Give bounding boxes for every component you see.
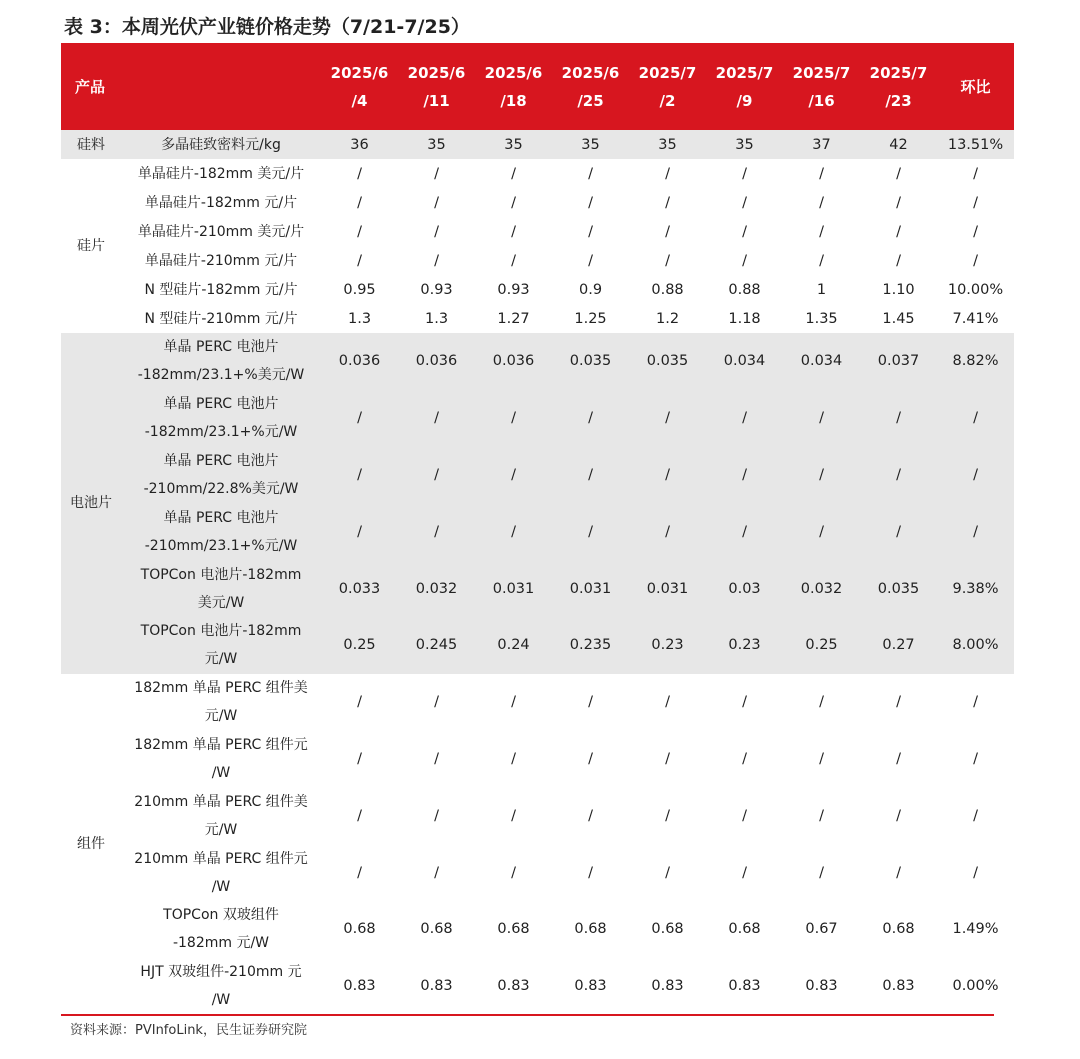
price-cell: / xyxy=(357,694,362,711)
table-row xyxy=(61,958,1014,1015)
price-cell: 0.68 xyxy=(651,921,684,938)
product-name-line: /W xyxy=(211,878,231,895)
price-cell: 1 xyxy=(816,281,827,298)
change-cell: 13.51% xyxy=(937,130,1014,159)
price-cell: 1.2 xyxy=(655,310,680,327)
table-row xyxy=(61,188,1014,217)
table-row xyxy=(61,901,1014,958)
price-cell: / xyxy=(357,252,362,269)
price-cell: / xyxy=(552,390,629,447)
table-row xyxy=(61,447,1014,504)
price-cell: / xyxy=(475,503,552,560)
price-cell: / xyxy=(896,165,901,182)
price-cell: 0.83 xyxy=(420,978,453,995)
price-cell: / xyxy=(434,223,439,240)
header-date-part: /18 xyxy=(500,91,527,110)
product-name-line: N 型硅片-210mm 元/片 xyxy=(144,310,298,327)
product-name-cell xyxy=(121,674,321,731)
product-name-cell xyxy=(121,844,321,901)
product-name-cell xyxy=(121,275,321,304)
price-cell: / xyxy=(434,807,439,824)
product-name-cell xyxy=(121,188,321,217)
price-cell: 0.88 xyxy=(728,281,761,298)
price-cell: 37 xyxy=(783,130,860,159)
price-cell: 0.031 xyxy=(629,560,706,617)
change-cell: / xyxy=(973,694,978,711)
price-cell: / xyxy=(665,864,670,881)
header-date xyxy=(629,43,706,130)
price-cell: 1.18 xyxy=(728,310,761,327)
header-date xyxy=(321,43,398,130)
price-cell: 35 xyxy=(475,130,552,159)
price-cell: 0.9 xyxy=(578,281,603,298)
price-cell: / xyxy=(742,864,747,881)
price-cell: / xyxy=(588,807,593,824)
price-cell: / xyxy=(475,390,552,447)
change-cell: 8.82% xyxy=(937,333,1014,390)
price-cell: 0.27 xyxy=(860,617,937,674)
price-cell: 1.10 xyxy=(882,281,915,298)
price-cell: / xyxy=(398,447,475,504)
price-cell: 1.25 xyxy=(574,310,607,327)
price-cell: / xyxy=(434,165,439,182)
product-name-line: 182mm 单晶 PERC 组件元 xyxy=(134,736,308,753)
price-cell: / xyxy=(321,447,398,504)
product-name-line: 182mm 单晶 PERC 组件美 xyxy=(134,680,308,697)
price-cell: 0.031 xyxy=(552,560,629,617)
price-cell: / xyxy=(511,194,516,211)
header-date-part: 2025/7 xyxy=(869,63,928,82)
price-cell: 1.3 xyxy=(347,310,372,327)
price-cell: / xyxy=(742,750,747,767)
table-title: 表 3：本周光伏产业链价格走势（7/21-7/25） xyxy=(64,16,470,38)
price-cell: / xyxy=(588,694,593,711)
price-cell: 0.83 xyxy=(728,978,761,995)
price-cell: / xyxy=(896,864,901,881)
price-cell: / xyxy=(896,223,901,240)
product-name-line: -182mm 元/W xyxy=(172,935,270,952)
price-cell: 1.27 xyxy=(497,310,530,327)
price-cell: 0.036 xyxy=(398,333,475,390)
change-cell: / xyxy=(973,864,978,881)
price-cell: 0.03 xyxy=(706,560,783,617)
header-date xyxy=(398,43,475,130)
group-1 xyxy=(61,159,1014,333)
product-name-cell xyxy=(121,787,321,844)
header-date-part: /23 xyxy=(885,91,912,110)
price-cell: / xyxy=(819,750,824,767)
product-name-line: 美元/W xyxy=(197,594,245,611)
price-cell: / xyxy=(434,864,439,881)
price-cell: 0.035 xyxy=(552,333,629,390)
price-cell: / xyxy=(783,503,860,560)
price-cell: / xyxy=(434,194,439,211)
change-cell: / xyxy=(973,165,978,182)
product-name-line: 单晶硅片-210mm 元/片 xyxy=(144,252,298,269)
price-cell: 0.033 xyxy=(321,560,398,617)
price-cell: / xyxy=(783,447,860,504)
price-cell: / xyxy=(434,750,439,767)
header-date-part: /4 xyxy=(351,91,368,110)
price-cell: 0.032 xyxy=(783,560,860,617)
price-cell: 0.93 xyxy=(420,281,453,298)
price-cell: / xyxy=(588,750,593,767)
change-cell: 8.00% xyxy=(937,617,1014,674)
price-cell: 1.3 xyxy=(424,310,449,327)
price-cell: 0.68 xyxy=(497,921,530,938)
price-cell: 0.036 xyxy=(321,333,398,390)
source-note: 资料来源：PVInfoLink，民生证券研究院 xyxy=(70,1023,307,1038)
table-row xyxy=(61,159,1014,188)
price-cell: 0.035 xyxy=(860,560,937,617)
table-header xyxy=(61,43,1014,130)
table-row xyxy=(61,217,1014,246)
price-cell: 0.83 xyxy=(651,978,684,995)
product-name-line: 单晶 PERC 电池片 xyxy=(163,509,279,526)
change-cell: / xyxy=(973,194,978,211)
table-row xyxy=(61,390,1014,447)
category-cell: 组件 xyxy=(77,836,105,853)
price-cell: / xyxy=(665,807,670,824)
price-cell: 0.23 xyxy=(629,617,706,674)
header-date-part: /2 xyxy=(659,91,676,110)
price-cell: / xyxy=(629,390,706,447)
category-cell: 硅片 xyxy=(77,238,105,254)
price-cell: / xyxy=(357,223,362,240)
price-cell: / xyxy=(321,503,398,560)
price-cell: / xyxy=(742,165,747,182)
change-cell: / xyxy=(973,750,978,767)
product-name-cell xyxy=(121,560,321,617)
price-cell: / xyxy=(552,447,629,504)
price-cell: / xyxy=(629,447,706,504)
price-cell: / xyxy=(860,503,937,560)
price-cell: 0.68 xyxy=(574,921,607,938)
price-cell: 0.68 xyxy=(728,921,761,938)
product-name-line: 元/W xyxy=(204,708,238,725)
price-cell: 0.83 xyxy=(343,978,376,995)
header-date xyxy=(706,43,783,130)
product-name-line: TOPCon 双玻组件 xyxy=(163,907,279,924)
price-cell: / xyxy=(819,223,824,240)
price-cell: / xyxy=(434,252,439,269)
product-name-line: -182mm/23.1+%美元/W xyxy=(137,367,305,384)
price-cell: 0.035 xyxy=(629,333,706,390)
price-cell: / xyxy=(357,864,362,881)
price-cell: 0.032 xyxy=(398,560,475,617)
footer-divider xyxy=(61,1014,994,1016)
price-cell: / xyxy=(357,807,362,824)
price-cell: / xyxy=(511,223,516,240)
price-cell: / xyxy=(398,503,475,560)
product-name-line: N 型硅片-182mm 元/片 xyxy=(144,281,298,298)
price-cell: 1.45 xyxy=(882,310,915,327)
price-cell: / xyxy=(511,252,516,269)
price-cell: 0.83 xyxy=(497,978,530,995)
product-name-cell xyxy=(121,159,321,188)
change-cell: / xyxy=(937,447,1014,504)
price-cell: 0.88 xyxy=(651,281,684,298)
change-cell: / xyxy=(937,390,1014,447)
price-cell: / xyxy=(357,750,362,767)
price-cell: 0.23 xyxy=(706,617,783,674)
price-cell: / xyxy=(511,750,516,767)
table-row xyxy=(61,246,1014,275)
group-3 xyxy=(61,674,1014,1015)
change-cell: / xyxy=(973,223,978,240)
price-cell: 35 xyxy=(706,130,783,159)
product-name-line: -210mm/23.1+%元/W xyxy=(144,537,298,554)
price-cell: 0.25 xyxy=(321,617,398,674)
table-row xyxy=(61,674,1014,731)
price-cell: / xyxy=(588,252,593,269)
header-date xyxy=(475,43,552,130)
price-cell: 0.034 xyxy=(706,333,783,390)
product-name-line: 单晶 PERC 电池片 xyxy=(163,396,279,413)
price-cell: / xyxy=(665,252,670,269)
change-cell: / xyxy=(973,807,978,824)
price-cell: / xyxy=(665,194,670,211)
price-cell: / xyxy=(819,807,824,824)
price-cell: 0.83 xyxy=(805,978,838,995)
product-name-line: 210mm 单晶 PERC 组件元 xyxy=(134,850,308,867)
price-cell: 0.67 xyxy=(805,921,838,938)
product-name-cell xyxy=(121,617,321,674)
price-cell: / xyxy=(511,864,516,881)
price-cell: / xyxy=(588,864,593,881)
header-date xyxy=(860,43,937,130)
price-cell: / xyxy=(475,447,552,504)
product-name-line: 元/W xyxy=(204,821,238,838)
table-row xyxy=(61,617,1014,674)
price-cell: / xyxy=(742,194,747,211)
price-cell: / xyxy=(742,252,747,269)
product-name-line: TOPCon 电池片-182mm xyxy=(140,566,302,583)
table-row xyxy=(61,503,1014,560)
price-cell: / xyxy=(819,252,824,269)
price-cell: / xyxy=(552,503,629,560)
table-row xyxy=(61,731,1014,788)
price-cell: 36 xyxy=(321,130,398,159)
product-name-line: TOPCon 电池片-182mm xyxy=(140,623,302,640)
price-cell: / xyxy=(706,390,783,447)
price-cell: / xyxy=(742,807,747,824)
product-name-line: -182mm/23.1+%元/W xyxy=(144,424,298,441)
price-cell: / xyxy=(511,165,516,182)
table-row xyxy=(61,275,1014,304)
product-name-line: 元/W xyxy=(204,651,238,668)
header-date xyxy=(552,43,629,130)
price-cell: 0.68 xyxy=(882,921,915,938)
product-name-cell xyxy=(121,503,321,560)
product-name-cell xyxy=(121,447,321,504)
product-name-cell xyxy=(121,390,321,447)
price-cell: 0.83 xyxy=(574,978,607,995)
header-change: 环比 xyxy=(937,43,1014,130)
change-cell: 7.41% xyxy=(952,310,999,327)
category-cell: 硅料 xyxy=(61,130,121,159)
table-row xyxy=(61,304,1014,333)
product-name-line: -210mm/22.8%美元/W xyxy=(143,480,299,497)
price-cell: / xyxy=(511,694,516,711)
price-cell: 0.95 xyxy=(343,281,376,298)
price-cell: / xyxy=(665,694,670,711)
price-cell: / xyxy=(783,390,860,447)
product-name-line: 单晶硅片-182mm 美元/片 xyxy=(137,165,305,182)
product-name-line: 单晶 PERC 电池片 xyxy=(163,339,279,356)
change-cell: / xyxy=(973,252,978,269)
change-cell: / xyxy=(937,503,1014,560)
price-cell: / xyxy=(819,864,824,881)
header-date-part: 2025/6 xyxy=(330,63,389,82)
price-cell: / xyxy=(896,750,901,767)
price-cell: / xyxy=(357,194,362,211)
price-cell: 0.83 xyxy=(882,978,915,995)
price-cell: / xyxy=(706,447,783,504)
change-cell: 1.49% xyxy=(952,921,999,938)
price-cell: / xyxy=(398,390,475,447)
price-cell: 0.93 xyxy=(497,281,530,298)
price-cell: 0.037 xyxy=(860,333,937,390)
product-name-cell xyxy=(121,958,321,1015)
price-cell: 0.68 xyxy=(343,921,376,938)
product-name-cell xyxy=(121,217,321,246)
price-cell: / xyxy=(665,750,670,767)
group-0 xyxy=(61,130,1014,159)
price-cell: / xyxy=(819,194,824,211)
price-cell: / xyxy=(896,694,901,711)
price-cell: 0.68 xyxy=(420,921,453,938)
price-cell: 35 xyxy=(552,130,629,159)
header-date-part: 2025/7 xyxy=(792,63,851,82)
category-cell: 电池片 xyxy=(61,333,121,674)
price-cell: / xyxy=(588,194,593,211)
product-name-cell xyxy=(121,246,321,275)
price-cell: / xyxy=(742,694,747,711)
header-date-part: /16 xyxy=(808,91,835,110)
price-cell: 0.25 xyxy=(783,617,860,674)
header-date-part: /9 xyxy=(736,91,753,110)
header-date-part: 2025/7 xyxy=(638,63,697,82)
change-cell: 0.00% xyxy=(952,978,999,995)
price-cell: 35 xyxy=(629,130,706,159)
table-row xyxy=(61,787,1014,844)
price-cell: / xyxy=(321,390,398,447)
price-cell: / xyxy=(511,807,516,824)
price-cell: / xyxy=(706,503,783,560)
product-name-line: /W xyxy=(211,992,231,1009)
header-date-part: 2025/6 xyxy=(561,63,620,82)
table-row xyxy=(61,333,1014,390)
product-name-cell xyxy=(121,333,321,390)
product-name-line: 210mm 单晶 PERC 组件美 xyxy=(134,793,308,810)
price-cell: 0.24 xyxy=(475,617,552,674)
price-cell: / xyxy=(896,194,901,211)
product-name-cell xyxy=(121,901,321,958)
price-cell: / xyxy=(434,694,439,711)
change-cell: 10.00% xyxy=(947,281,1004,298)
price-cell: / xyxy=(665,165,670,182)
product-name-line: 多晶硅致密料元/kg xyxy=(161,136,281,153)
group-2 xyxy=(61,333,1014,674)
price-cell: / xyxy=(588,165,593,182)
price-cell: 0.245 xyxy=(398,617,475,674)
price-cell: / xyxy=(629,503,706,560)
price-cell: / xyxy=(896,807,901,824)
price-cell: / xyxy=(742,223,747,240)
table-row xyxy=(61,560,1014,617)
product-name-cell xyxy=(121,304,321,333)
price-table xyxy=(61,43,1014,1015)
price-cell: 1.35 xyxy=(805,310,838,327)
price-cell: 0.235 xyxy=(552,617,629,674)
price-cell: / xyxy=(665,223,670,240)
price-cell: / xyxy=(819,165,824,182)
price-cell: 0.036 xyxy=(475,333,552,390)
product-name-line: /W xyxy=(211,764,231,781)
header-date-part: 2025/6 xyxy=(407,63,466,82)
table-row xyxy=(61,130,1014,159)
price-cell: / xyxy=(896,252,901,269)
header-date xyxy=(783,43,860,130)
header-date-part: 2025/6 xyxy=(484,63,543,82)
price-cell: / xyxy=(860,390,937,447)
product-name-line: 单晶硅片-182mm 元/片 xyxy=(144,194,298,211)
product-name-line: HJT 双玻组件-210mm 元 xyxy=(140,964,302,981)
price-cell: / xyxy=(588,223,593,240)
change-cell: 9.38% xyxy=(937,560,1014,617)
product-name-cell xyxy=(121,130,321,159)
price-cell: 0.034 xyxy=(783,333,860,390)
header-date-part: 2025/7 xyxy=(715,63,774,82)
price-cell: / xyxy=(357,165,362,182)
product-name-line: 单晶硅片-210mm 美元/片 xyxy=(137,223,305,240)
header-product: 产品 xyxy=(61,43,321,130)
price-cell: 0.031 xyxy=(475,560,552,617)
product-name-line: 单晶 PERC 电池片 xyxy=(163,452,279,469)
table-row xyxy=(61,844,1014,901)
header-date-part: /25 xyxy=(577,91,604,110)
price-cell: / xyxy=(819,694,824,711)
price-cell: 35 xyxy=(398,130,475,159)
price-cell: / xyxy=(860,447,937,504)
header-date-part: /11 xyxy=(423,91,450,110)
price-cell: 42 xyxy=(860,130,937,159)
product-name-cell xyxy=(121,731,321,788)
